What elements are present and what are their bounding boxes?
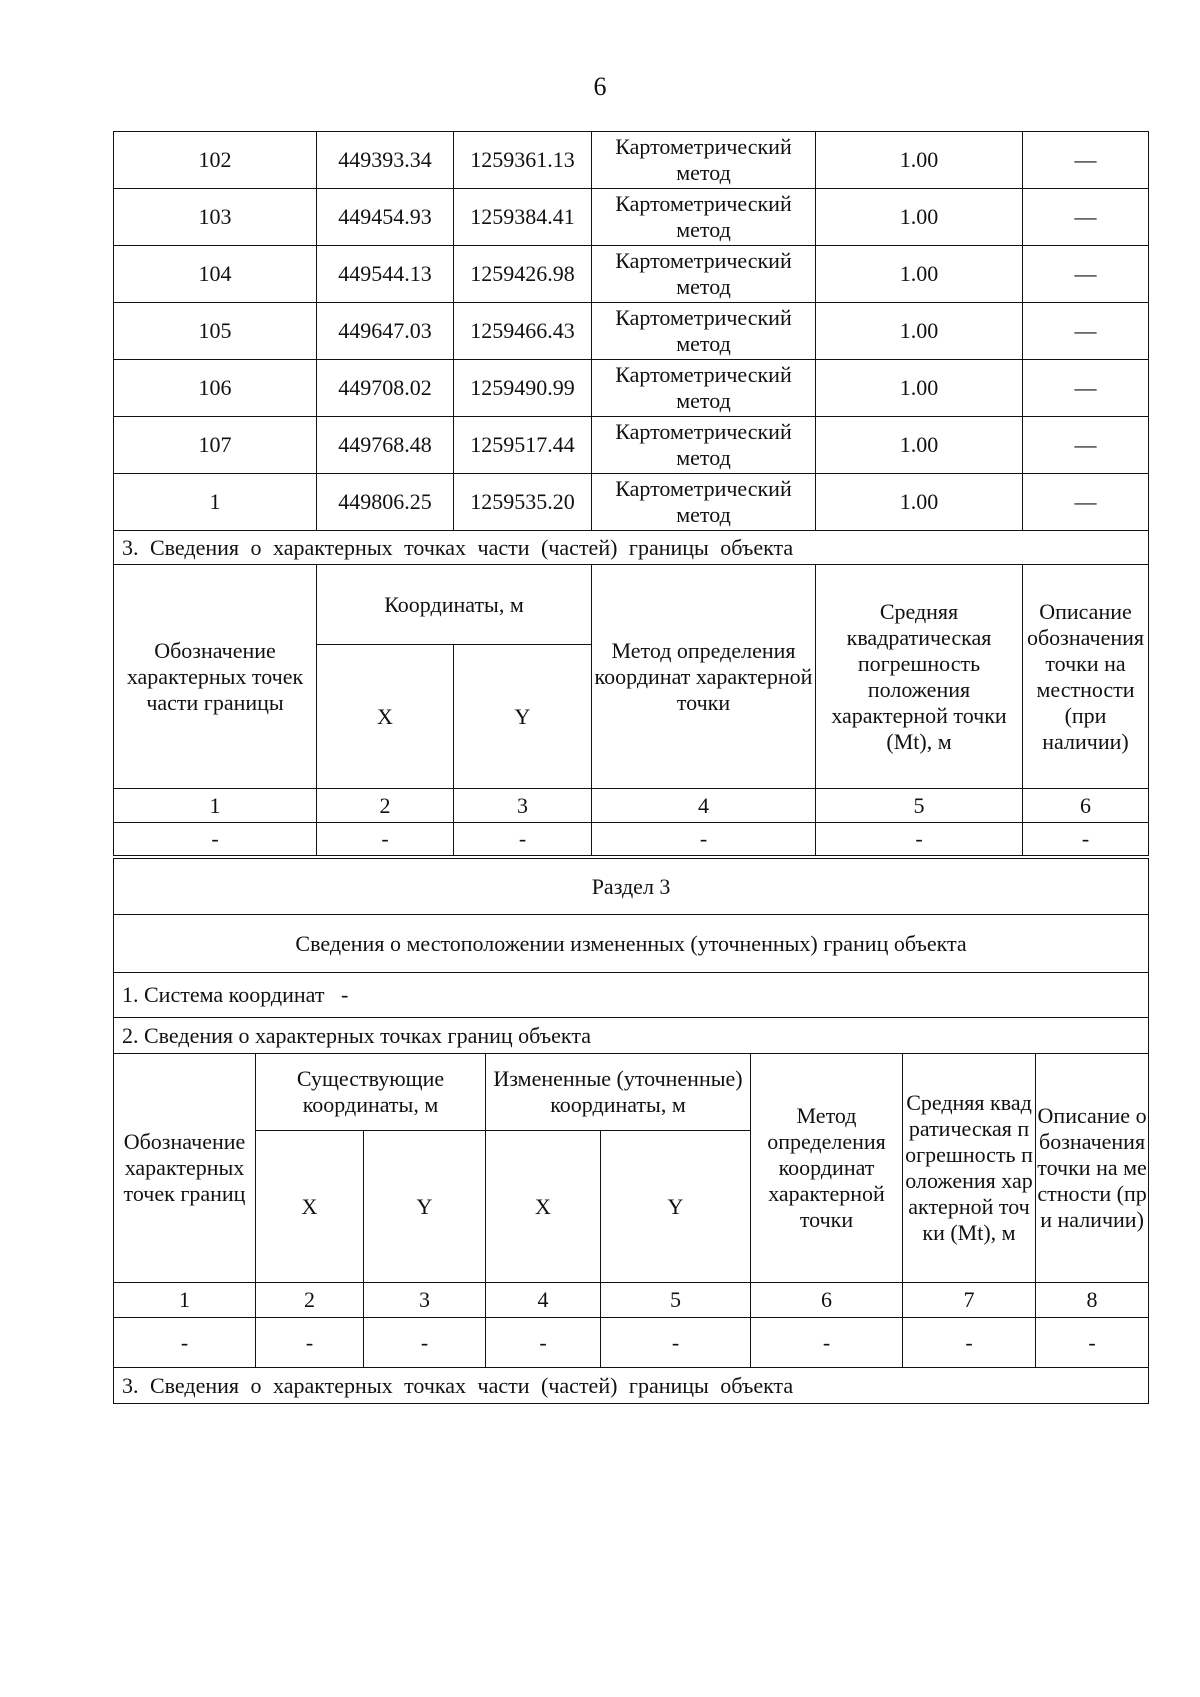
- method-cell: Картометрический метод: [592, 303, 816, 360]
- section3-table-wrapper: [113, 858, 1148, 1404]
- mt-cell: 1.00: [816, 132, 1023, 189]
- empty-cell: -: [751, 1318, 903, 1368]
- column-numbers-row: [114, 1283, 1149, 1318]
- empty-cell: -: [601, 1318, 751, 1368]
- mt-cell: 1.00: [816, 189, 1023, 246]
- header-existing-coords: Существующие координаты, м: [256, 1054, 486, 1131]
- y-cell: 1259517.44: [454, 417, 592, 474]
- table-row: [114, 246, 1149, 303]
- empty-cell: -: [903, 1318, 1036, 1368]
- desc-cell: —: [1023, 246, 1149, 303]
- column-number: 1: [114, 1283, 256, 1318]
- x-cell: 449768.48: [317, 417, 454, 474]
- empty-cell: -: [364, 1318, 486, 1368]
- method-cell: Картометрический метод: [592, 417, 816, 474]
- method-cell: Картометрический метод: [592, 360, 816, 417]
- column-number: 2: [256, 1283, 364, 1318]
- column-number: 4: [592, 789, 816, 823]
- desc-cell: —: [1023, 360, 1149, 417]
- empty-cell: -: [1023, 823, 1149, 856]
- point-cell: 102: [114, 132, 317, 189]
- header-desc: Описание обозначения точки на местности (при наличии): [1023, 565, 1149, 789]
- y-cell: 1259426.98: [454, 246, 592, 303]
- column-numbers-row: [114, 789, 1149, 823]
- page-number: 6: [593, 72, 607, 101]
- empty-cell: -: [592, 823, 816, 856]
- section-subtitle: Сведения о местоположении измененных (уточненных) границ объекта: [114, 915, 1149, 973]
- method-cell: Картометрический метод: [592, 189, 816, 246]
- coordinate-system: 1. Система координат -: [114, 973, 1149, 1018]
- table-row: [114, 474, 1149, 531]
- section-title: Раздел 3: [114, 859, 1149, 915]
- section2-parts-title: 3. Сведения о характерных точках части (частей) границы объекта: [114, 531, 1149, 565]
- y-cell: 1259490.99: [454, 360, 592, 417]
- mt-cell: 1.00: [816, 474, 1023, 531]
- column-number: 5: [816, 789, 1023, 823]
- table-row: [114, 132, 1149, 189]
- empty-cell: -: [1036, 1318, 1149, 1368]
- column-number: 6: [1023, 789, 1149, 823]
- column-number: 7: [903, 1283, 1036, 1318]
- section2-table: [113, 131, 1149, 856]
- mt-cell: 1.00: [816, 303, 1023, 360]
- mt-cell: 1.00: [816, 360, 1023, 417]
- column-number: 5: [601, 1283, 751, 1318]
- header-point: Обозначение характерных точек границ: [114, 1054, 256, 1283]
- section2-table-wrapper: [113, 131, 1148, 856]
- column-number: 3: [364, 1283, 486, 1318]
- header-mt: Средняя квадратическая погрешность положения характерной точки (Mt), м: [816, 565, 1023, 789]
- method-cell: Картометрический метод: [592, 474, 816, 531]
- empty-cell: -: [816, 823, 1023, 856]
- empty-cell: -: [486, 1318, 601, 1368]
- desc-cell: —: [1023, 303, 1149, 360]
- point-cell: 107: [114, 417, 317, 474]
- header-desc: Описание обозначения точки на местности (при наличии): [1036, 1054, 1149, 1283]
- y-cell: 1259384.41: [454, 189, 592, 246]
- method-cell: Картометрический метод: [592, 132, 816, 189]
- y-cell: 1259535.20: [454, 474, 592, 531]
- empty-cell: -: [114, 1318, 256, 1368]
- column-number: 2: [317, 789, 454, 823]
- point-cell: 104: [114, 246, 317, 303]
- empty-row: [114, 1318, 1149, 1368]
- x-cell: 449544.13: [317, 246, 454, 303]
- method-cell: Картометрический метод: [592, 246, 816, 303]
- desc-cell: —: [1023, 189, 1149, 246]
- mt-cell: 1.00: [816, 417, 1023, 474]
- header-mt: Средняя квадратическая погрешность положения характерной точки (Mt), м: [903, 1054, 1036, 1283]
- mt-cell: 1.00: [816, 246, 1023, 303]
- x-cell: 449454.93: [317, 189, 454, 246]
- header-point: Обозначение характерных точек части границы: [114, 565, 317, 789]
- x-cell: 449806.25: [317, 474, 454, 531]
- header-existing-x: X: [256, 1131, 364, 1283]
- header-method: Метод определения координат характерной точки: [592, 565, 816, 789]
- y-cell: 1259361.13: [454, 132, 592, 189]
- column-number: 8: [1036, 1283, 1149, 1318]
- point-cell: 103: [114, 189, 317, 246]
- header-method: Метод определения координат характерной точки: [751, 1054, 903, 1283]
- header-changed-coords: Измененные (уточненные) координаты, м: [486, 1054, 751, 1131]
- table-row: [114, 417, 1149, 474]
- header-coords: Координаты, м: [317, 565, 592, 645]
- header-y: Y: [454, 645, 592, 789]
- x-cell: 449647.03: [317, 303, 454, 360]
- column-number: 4: [486, 1283, 601, 1318]
- x-cell: 449708.02: [317, 360, 454, 417]
- table-row: [114, 303, 1149, 360]
- empty-cell: -: [256, 1318, 364, 1368]
- header-changed-x: X: [486, 1131, 601, 1283]
- point-cell: 1: [114, 474, 317, 531]
- header-existing-y: Y: [364, 1131, 486, 1283]
- column-number: 1: [114, 789, 317, 823]
- table-row: [114, 189, 1149, 246]
- points-title: 2. Сведения о характерных точках границ объекта: [114, 1018, 1149, 1054]
- y-cell: 1259466.43: [454, 303, 592, 360]
- empty-cell: -: [317, 823, 454, 856]
- header-x: X: [317, 645, 454, 789]
- empty-row: [114, 823, 1149, 856]
- column-number: 6: [751, 1283, 903, 1318]
- desc-cell: —: [1023, 474, 1149, 531]
- point-cell: 106: [114, 360, 317, 417]
- header-changed-y: Y: [601, 1131, 751, 1283]
- empty-cell: -: [114, 823, 317, 856]
- section3-parts-title: 3. Сведения о характерных точках части (частей) границы объекта: [114, 1368, 1149, 1404]
- desc-cell: —: [1023, 417, 1149, 474]
- empty-cell: -: [454, 823, 592, 856]
- x-cell: 449393.34: [317, 132, 454, 189]
- desc-cell: —: [1023, 132, 1149, 189]
- column-number: 3: [454, 789, 592, 823]
- table-row: [114, 360, 1149, 417]
- point-cell: 105: [114, 303, 317, 360]
- section3-table: [113, 858, 1149, 1404]
